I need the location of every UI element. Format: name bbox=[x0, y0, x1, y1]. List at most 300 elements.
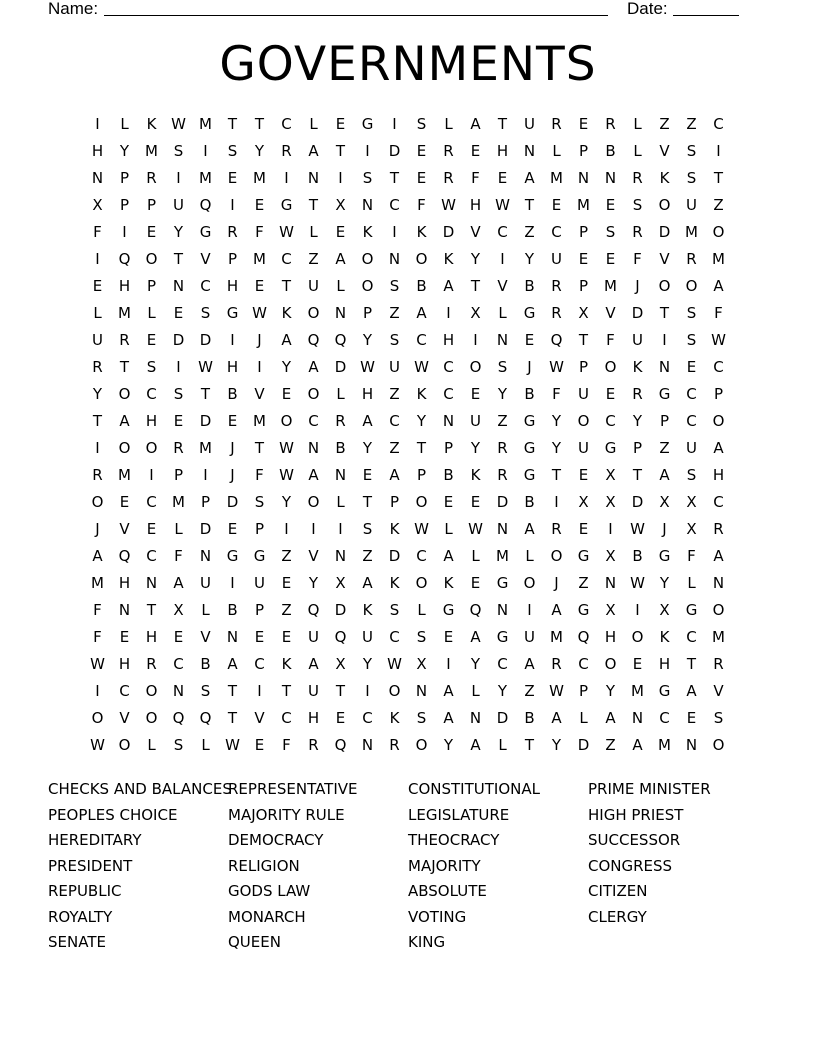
grid-row bbox=[84, 219, 732, 246]
grid-letter: R bbox=[119, 331, 130, 349]
word-list-item: THEOCRACY bbox=[408, 831, 500, 849]
grid-letter: B bbox=[632, 547, 643, 565]
grid-letter: H bbox=[118, 574, 131, 592]
grid-letter: M bbox=[118, 466, 131, 484]
grid-letter: D bbox=[388, 547, 401, 565]
grid-letter: H bbox=[307, 709, 320, 727]
grid-letter: R bbox=[551, 277, 562, 295]
grid-letter: E bbox=[686, 358, 697, 376]
grid-letter: E bbox=[605, 250, 616, 268]
grid-letter: U bbox=[308, 628, 319, 646]
grid-letter: M bbox=[253, 412, 266, 430]
word-list-item: KING bbox=[408, 933, 446, 951]
grid-letter: I bbox=[203, 466, 208, 484]
grid-letter: R bbox=[713, 655, 724, 673]
grid-letter: C bbox=[200, 277, 211, 295]
grid-letter: C bbox=[308, 412, 319, 430]
grid-letter: L bbox=[201, 601, 210, 619]
grid-letter: R bbox=[632, 385, 643, 403]
grid-letter: W bbox=[414, 520, 429, 538]
grid-letter: F bbox=[606, 331, 615, 349]
grid-letter: B bbox=[227, 385, 238, 403]
grid-letter: W bbox=[549, 682, 564, 700]
grid-letter: I bbox=[716, 142, 721, 160]
grid-letter: C bbox=[659, 709, 670, 727]
grid-letter: L bbox=[471, 547, 480, 565]
grid-letter: C bbox=[713, 358, 724, 376]
grid-letter: L bbox=[93, 304, 102, 322]
grid-letter: G bbox=[280, 196, 293, 214]
grid-letter: L bbox=[552, 142, 561, 160]
word-list-item: SENATE bbox=[48, 933, 106, 951]
grid-letter: S bbox=[362, 520, 373, 538]
grid-letter: C bbox=[416, 547, 427, 565]
grid-letter: M bbox=[199, 169, 212, 187]
grid-letter: Q bbox=[307, 601, 320, 619]
grid-letter: X bbox=[173, 601, 184, 619]
grid-letter: U bbox=[524, 628, 535, 646]
grid-letter: C bbox=[578, 655, 589, 673]
grid-letter: Y bbox=[281, 358, 292, 376]
grid-letter: T bbox=[254, 115, 265, 133]
grid-letter: T bbox=[173, 250, 184, 268]
grid-letter: D bbox=[199, 412, 212, 430]
grid-letter: A bbox=[362, 574, 373, 592]
grid-letter: Y bbox=[470, 439, 481, 457]
grid-letter: S bbox=[605, 223, 616, 241]
grid-letter: A bbox=[227, 655, 238, 673]
grid-letter: S bbox=[686, 331, 697, 349]
grid-letter: N bbox=[712, 574, 725, 592]
grid-letter: H bbox=[469, 196, 482, 214]
grid-letter: E bbox=[470, 385, 481, 403]
grid-letter: P bbox=[389, 493, 400, 511]
word-list-item: MAJORITY bbox=[408, 856, 481, 875]
grid-letter: I bbox=[203, 142, 208, 160]
grid-letter: O bbox=[145, 250, 158, 268]
grid-letter: Z bbox=[659, 439, 670, 457]
grid-letter: S bbox=[497, 358, 508, 376]
grid-letter: E bbox=[335, 223, 346, 241]
grid-letter: T bbox=[227, 115, 238, 133]
grid-letter: C bbox=[389, 196, 400, 214]
grid-letter: C bbox=[173, 655, 184, 673]
grid-letter: E bbox=[254, 196, 265, 214]
grid-letter: I bbox=[149, 466, 154, 484]
grid-letter: A bbox=[632, 736, 643, 754]
grid-letter: T bbox=[362, 493, 373, 511]
grid-letter: X bbox=[92, 196, 103, 214]
grid-letter: B bbox=[605, 142, 616, 160]
grid-letter: A bbox=[119, 412, 130, 430]
grid-letter: E bbox=[605, 196, 616, 214]
grid-letter: K bbox=[416, 385, 427, 403]
grid-letter: Q bbox=[577, 628, 590, 646]
grid-letter: E bbox=[119, 628, 130, 646]
grid-letter: N bbox=[496, 601, 509, 619]
grid-letter: W bbox=[630, 574, 645, 592]
grid-letter: O bbox=[523, 574, 536, 592]
grid-letter: W bbox=[441, 196, 456, 214]
grid-letter: O bbox=[118, 439, 131, 457]
grid-letter: A bbox=[713, 439, 724, 457]
grid-letter: S bbox=[686, 466, 697, 484]
grid-letter: A bbox=[362, 412, 373, 430]
grid-letter: S bbox=[200, 304, 211, 322]
grid-letter: C bbox=[713, 493, 724, 511]
grid-letter: L bbox=[444, 115, 453, 133]
grid-letter: E bbox=[470, 574, 481, 592]
grid-letter: K bbox=[389, 520, 400, 538]
grid-letter: S bbox=[173, 142, 184, 160]
grid-letter: C bbox=[146, 547, 157, 565]
grid-letter: P bbox=[200, 493, 211, 511]
grid-letter: H bbox=[145, 412, 158, 430]
grid-letter: A bbox=[659, 466, 670, 484]
grid-letter: I bbox=[311, 520, 316, 538]
grid-letter: N bbox=[685, 736, 698, 754]
grid-letter: L bbox=[633, 115, 642, 133]
grid-letter: X bbox=[470, 304, 481, 322]
grid-letter: O bbox=[415, 250, 428, 268]
grid-letter: A bbox=[92, 547, 103, 565]
grid-letter: A bbox=[308, 655, 319, 673]
grid-letter: U bbox=[686, 196, 697, 214]
grid-letter: S bbox=[416, 709, 427, 727]
grid-letter: E bbox=[146, 520, 157, 538]
grid-letter: T bbox=[146, 601, 157, 619]
grid-letter: Z bbox=[605, 736, 616, 754]
grid-letter: H bbox=[91, 142, 104, 160]
grid-letter: E bbox=[173, 628, 184, 646]
grid-letter: B bbox=[524, 385, 535, 403]
grid-letter: Q bbox=[334, 331, 347, 349]
grid-letter: M bbox=[118, 304, 131, 322]
grid-letter: F bbox=[93, 601, 102, 619]
grid-letter: N bbox=[334, 547, 347, 565]
grid-letter: C bbox=[686, 628, 697, 646]
grid-letter: R bbox=[146, 169, 157, 187]
grid-letter: K bbox=[443, 574, 454, 592]
word-list-item: RELIGION bbox=[228, 856, 300, 875]
grid-letter: O bbox=[685, 277, 698, 295]
grid-letter: O bbox=[658, 196, 671, 214]
grid-letter: Y bbox=[659, 574, 670, 592]
grid-letter: X bbox=[578, 304, 589, 322]
grid-letter: P bbox=[146, 277, 157, 295]
grid-letter: O bbox=[577, 412, 590, 430]
grid-letter: G bbox=[496, 628, 509, 646]
grid-letter: B bbox=[335, 439, 346, 457]
grid-letter: S bbox=[713, 709, 724, 727]
grid-letter: E bbox=[335, 115, 346, 133]
grid-letter: E bbox=[443, 628, 454, 646]
grid-letter: E bbox=[227, 169, 238, 187]
grid-letter: D bbox=[199, 520, 212, 538]
grid-letter: A bbox=[551, 601, 562, 619]
grid-letter: H bbox=[658, 655, 671, 673]
grid-letter: I bbox=[95, 250, 100, 268]
grid-letter: N bbox=[91, 169, 104, 187]
grid-letter: L bbox=[201, 736, 210, 754]
grid-letter: A bbox=[281, 331, 292, 349]
grid-letter: C bbox=[497, 655, 508, 673]
grid-letter: C bbox=[146, 385, 157, 403]
grid-letter: E bbox=[470, 142, 481, 160]
word-list-item: PRIME MINISTER bbox=[588, 780, 711, 798]
grid-letter: C bbox=[389, 628, 400, 646]
grid-letter: S bbox=[686, 304, 697, 322]
grid-letter: U bbox=[578, 439, 589, 457]
grid-row bbox=[84, 354, 732, 381]
grid-letter: K bbox=[470, 466, 481, 484]
grid-letter: W bbox=[711, 331, 726, 349]
grid-letter: X bbox=[416, 655, 427, 673]
grid-letter: D bbox=[388, 142, 401, 160]
grid-letter: V bbox=[659, 250, 670, 268]
grid-letter: Y bbox=[497, 682, 508, 700]
grid-letter: V bbox=[605, 304, 616, 322]
grid-letter: U bbox=[308, 277, 319, 295]
grid-letter: R bbox=[443, 142, 454, 160]
grid-letter: G bbox=[523, 304, 536, 322]
grid-letter: T bbox=[524, 736, 535, 754]
grid-letter: X bbox=[605, 601, 616, 619]
grid-letter: T bbox=[524, 196, 535, 214]
grid-letter: B bbox=[227, 601, 238, 619]
grid-letter: E bbox=[281, 628, 292, 646]
grid-letter: B bbox=[524, 277, 535, 295]
grid-letter: D bbox=[226, 493, 239, 511]
grid-letter: E bbox=[605, 385, 616, 403]
grid-letter: D bbox=[496, 709, 509, 727]
grid-letter: T bbox=[254, 439, 265, 457]
grid-letter: E bbox=[227, 412, 238, 430]
grid-letter: O bbox=[145, 682, 158, 700]
grid-letter: F bbox=[255, 223, 264, 241]
grid-letter: Y bbox=[524, 250, 535, 268]
grid-letter: T bbox=[389, 169, 400, 187]
grid-letter: R bbox=[173, 439, 184, 457]
grid-row bbox=[84, 408, 732, 435]
grid-letter: Q bbox=[118, 547, 131, 565]
grid-letter: W bbox=[414, 358, 429, 376]
grid-letter: A bbox=[308, 142, 319, 160]
grid-letter: T bbox=[200, 385, 211, 403]
grid-letter: S bbox=[632, 196, 643, 214]
grid-letter: D bbox=[172, 331, 185, 349]
grid-letter: N bbox=[631, 709, 644, 727]
grid-letter: F bbox=[714, 304, 723, 322]
grid-letter: G bbox=[226, 547, 239, 565]
grid-letter: E bbox=[578, 520, 589, 538]
grid-letter: M bbox=[658, 736, 671, 754]
grid-letter: N bbox=[361, 736, 374, 754]
grid-letter: L bbox=[444, 520, 453, 538]
grid-letter: H bbox=[226, 277, 239, 295]
grid-letter: E bbox=[686, 709, 697, 727]
grid-letter: Z bbox=[686, 115, 697, 133]
grid-letter: G bbox=[523, 412, 536, 430]
grid-letter: P bbox=[659, 412, 670, 430]
grid-letter: O bbox=[415, 574, 428, 592]
grid-letter: Y bbox=[470, 250, 481, 268]
grid-letter: I bbox=[338, 520, 343, 538]
grid-letter: M bbox=[253, 169, 266, 187]
grid-letter: R bbox=[92, 466, 103, 484]
grid-letter: E bbox=[578, 250, 589, 268]
grid-letter: O bbox=[280, 412, 293, 430]
grid-letter: W bbox=[90, 736, 105, 754]
grid-row bbox=[84, 678, 732, 705]
grid-letter: U bbox=[470, 412, 481, 430]
grid-letter: I bbox=[257, 682, 262, 700]
grid-letter: M bbox=[631, 682, 644, 700]
date-line bbox=[673, 15, 739, 16]
grid-letter: B bbox=[416, 277, 427, 295]
grid-letter: G bbox=[577, 601, 590, 619]
grid-letter: X bbox=[686, 520, 697, 538]
grid-letter: V bbox=[200, 628, 211, 646]
grid-letter: Q bbox=[172, 709, 185, 727]
grid-letter: R bbox=[632, 223, 643, 241]
grid-letter: N bbox=[307, 439, 320, 457]
grid-letter: I bbox=[95, 682, 100, 700]
grid-letter: G bbox=[523, 439, 536, 457]
grid-letter: E bbox=[254, 277, 265, 295]
grid-letter: O bbox=[604, 358, 617, 376]
grid-letter: E bbox=[227, 520, 238, 538]
grid-letter: N bbox=[604, 169, 617, 187]
grid-letter: L bbox=[120, 115, 129, 133]
grid-letter: E bbox=[497, 169, 508, 187]
grid-letter: I bbox=[230, 331, 235, 349]
grid-letter: P bbox=[362, 304, 373, 322]
grid-letter: A bbox=[713, 277, 724, 295]
grid-letter: P bbox=[146, 196, 157, 214]
grid-letter: P bbox=[227, 250, 238, 268]
grid-letter: F bbox=[633, 250, 642, 268]
grid-letter: G bbox=[577, 547, 590, 565]
grid-letter: A bbox=[416, 304, 427, 322]
grid-row bbox=[84, 111, 732, 138]
grid-letter: P bbox=[173, 466, 184, 484]
grid-letter: Z bbox=[281, 601, 292, 619]
grid-letter: N bbox=[199, 547, 212, 565]
grid-letter: D bbox=[442, 223, 455, 241]
grid-letter: C bbox=[281, 709, 292, 727]
grid-letter: S bbox=[416, 115, 427, 133]
grid-letter: G bbox=[658, 385, 671, 403]
grid-letter: Z bbox=[497, 412, 508, 430]
grid-letter: O bbox=[415, 736, 428, 754]
grid-letter: N bbox=[334, 304, 347, 322]
grid-letter: K bbox=[632, 358, 643, 376]
grid-letter: W bbox=[279, 439, 294, 457]
grid-letter: I bbox=[338, 169, 343, 187]
grid-letter: C bbox=[281, 250, 292, 268]
grid-letter: U bbox=[200, 574, 211, 592]
grid-letter: I bbox=[230, 196, 235, 214]
grid-letter: H bbox=[496, 142, 509, 160]
grid-letter: Y bbox=[92, 385, 103, 403]
grid-letter: B bbox=[200, 655, 211, 673]
grid-letter: C bbox=[713, 115, 724, 133]
grid-letter: A bbox=[524, 520, 535, 538]
grid-letter: I bbox=[95, 115, 100, 133]
grid-letter: K bbox=[281, 655, 292, 673]
word-list-item: PRESIDENT bbox=[48, 856, 133, 875]
grid-letter: S bbox=[389, 277, 400, 295]
grid-letter: K bbox=[146, 115, 157, 133]
grid-letter: T bbox=[308, 196, 319, 214]
grid-letter: S bbox=[416, 628, 427, 646]
page-title: GOVERNMENTS bbox=[219, 37, 597, 92]
grid-letter: T bbox=[92, 412, 103, 430]
grid-letter: A bbox=[551, 709, 562, 727]
grid-letter: M bbox=[685, 223, 698, 241]
grid-letter: S bbox=[686, 169, 697, 187]
grid-letter: O bbox=[307, 304, 320, 322]
grid-letter: O bbox=[712, 736, 725, 754]
grid-letter: P bbox=[578, 277, 589, 295]
grid-letter: E bbox=[119, 493, 130, 511]
grid-letter: M bbox=[550, 169, 563, 187]
grid-letter: E bbox=[416, 142, 427, 160]
word-list-item: CONSTITUTIONAL bbox=[408, 780, 540, 798]
grid-letter: C bbox=[686, 385, 697, 403]
grid-letter: S bbox=[227, 142, 238, 160]
grid-letter: P bbox=[578, 223, 589, 241]
grid-letter: O bbox=[307, 493, 320, 511]
grid-letter: R bbox=[497, 466, 508, 484]
grid-letter: M bbox=[172, 493, 185, 511]
grid-letter: K bbox=[281, 304, 292, 322]
grid-letter: A bbox=[470, 736, 481, 754]
grid-letter: S bbox=[173, 736, 184, 754]
grid-letter: N bbox=[658, 358, 671, 376]
grid-letter: O bbox=[658, 277, 671, 295]
grid-letter: A bbox=[443, 709, 454, 727]
grid-letter: A bbox=[470, 628, 481, 646]
grid-letter: N bbox=[307, 169, 320, 187]
word-list-item: REPRESENTATIVE bbox=[228, 780, 358, 798]
grid-letter: Q bbox=[550, 331, 563, 349]
grid-letter: I bbox=[176, 169, 181, 187]
grid-letter: E bbox=[146, 223, 157, 241]
grid-letter: E bbox=[362, 466, 373, 484]
grid-letter: Y bbox=[416, 412, 427, 430]
grid-letter: T bbox=[335, 682, 346, 700]
grid-letter: W bbox=[630, 520, 645, 538]
grid-letter: R bbox=[281, 142, 292, 160]
grid-letter: C bbox=[686, 412, 697, 430]
grid-letter: C bbox=[443, 358, 454, 376]
grid-letter: Z bbox=[308, 250, 319, 268]
grid-letter: F bbox=[552, 385, 561, 403]
grid-letter: M bbox=[496, 547, 509, 565]
grid-letter: E bbox=[146, 331, 157, 349]
grid-letter: Q bbox=[334, 736, 347, 754]
word-list-item: HEREDITARY bbox=[48, 831, 142, 849]
grid-letter: I bbox=[446, 655, 451, 673]
word-list-item: CITIZEN bbox=[588, 882, 648, 900]
grid-letter: Y bbox=[362, 331, 373, 349]
grid-letter: J bbox=[662, 520, 667, 538]
grid-letter: U bbox=[686, 439, 697, 457]
grid-letter: I bbox=[122, 223, 127, 241]
grid-row bbox=[84, 381, 732, 408]
